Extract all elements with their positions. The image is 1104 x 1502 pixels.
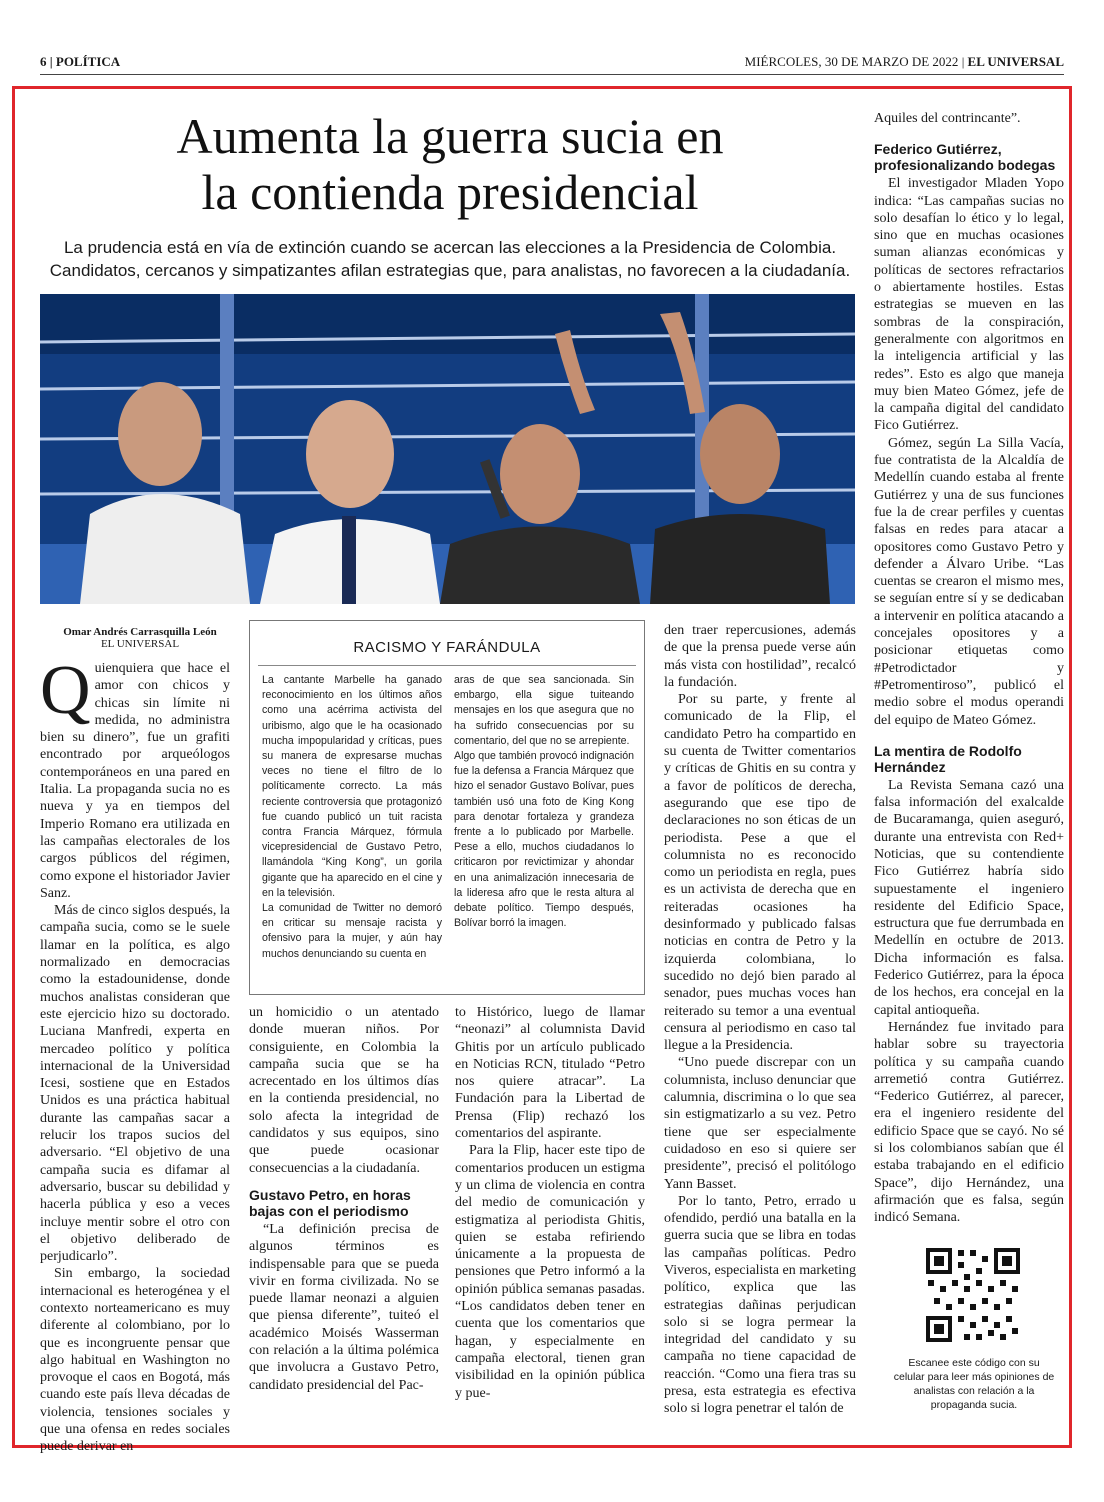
paragraph-text: uienquiera que hace el amor con chicos y chicas sin límite ni medida, no administra bien su dinero”, fue un grafiti encontrado por arqueólogos contemporáneos en una pared en Italia. La propaganda sucia no es nueva y ya en tiempos del Imperio Romano era utilizada en las campañas electorales de los cargos públicos del régimen, como expone el historiador Javier Sanz. xyxy=(40,661,230,901)
subheading: La mentira de Rodolfo Hernández xyxy=(874,742,1022,775)
article-paragraph xyxy=(40,652,230,902)
candidates-photo-illustration xyxy=(40,294,855,604)
page-header xyxy=(40,52,1064,75)
issue-date: MIÉRCOLES, 30 DE MARZO DE 2022 xyxy=(744,54,959,69)
section-name: POLÍTICA xyxy=(55,54,121,69)
column-3 xyxy=(455,1004,645,1402)
deck-line-1: La prudencia está en vía de extinción cuando se acercan las elecciones a la Presidencia de Colombia. xyxy=(63,238,837,257)
column-5 xyxy=(874,110,1064,1227)
deck xyxy=(40,236,860,282)
headline xyxy=(40,108,860,220)
article-paragraph: Por lo tanto, Petro, errado u ofendido, perdió una batalla en la guerra sucia que se libra en todas las campañas políticas. Pedro Viveros, especialista en marketing político, explica que las estrategias dañinas perjudican solo si se logra permear la integridad del candidato y su campaña no tiene capacidad de reacción. “Como una fiera tras su presa, esta estrategia es efectiva solo si logra penetrar el talón de xyxy=(664,1193,856,1417)
article-paragraph: Más de cinco siglos después, la campaña sucia, como se le suele llamar en la política, es algo normalizado en democracias como la estadounidense, donde muchos analistas consideran que este ejercicio hizo su doctorado. Luciana Manfredi, experta en mercadeo político y política internacional de la Universidad Icesi, sostiene que en Estados Unidos es una práctica habitual durante las campañas sacar a relucir los trapos sucios del adversario. “El objetivo de una campaña sucia es difamar al adversario, buscar su debilidad y hacerla pública y eso a veces incluye mentir sobre el otro con el objetivo deliberado de perjudicarlo”. xyxy=(40,903,230,1265)
qr-code-icon xyxy=(924,1246,1022,1344)
drop-cap: Q xyxy=(40,652,91,729)
subheading: Gustavo Petro, en horas bajas con el periodismo xyxy=(249,1186,411,1219)
qr-caption: Escanee este código con su celular para leer más opiniones de analistas con relación a la propaganda sucia. xyxy=(893,1357,1055,1411)
article-paragraph: Gómez, según La Silla Vacía, fue contratista de la Alcaldía de Medellín cuando estaba al frente Gutiérrez y una de sus funciones fue la de crear perfiles y cuentas falsas en redes para atacar a opositores como Gustavo Petro y defender a Álvaro Uribe. “Las cuentas se crearon el mismo mes, se seguían entre sí y se dedicaban a intervenir en política atacando a concejales opositores y a posicionar etiquetas como #Petrodictador y #Petromentiroso”, publicó el medio sobre el modus operandi del equipo de Mateo Gómez. xyxy=(874,435,1064,728)
column-2 xyxy=(249,1004,439,1394)
sidebar-column-right xyxy=(454,673,634,931)
article-paragraph: to Histórico, luego de llamar “neonazi” al columnista David Ghitis por un artículo publicado en Noticias RCN, titulado “Petro nos quiere atracar”. La Fundación para la Libertad de Prensa (Flip) rechazó los comentarios del aspirante. xyxy=(455,1005,645,1142)
deck-line-2: Candidatos, cercanos y simpatizantes afilan estrategias que, para analistas, no favorecen a la ciudadanía. xyxy=(49,261,851,280)
sidebar-paragraph: La cantante Marbelle ha ganado reconocimiento en los últimos años como una acérrima activista del uribismo, algo que le ha ocasionado mucha impopularidad y críticas, pues su manera de expresarse muchas veces no tiene el filtro de lo políticamente correcto. La más reciente controversia que protagonizó fue cuando publicó un tuit racista contra Francia Márquez, fórmula vicepresidencial de Gustavo Petro, llamándola “King Kong”, un gorila gigante que ha aparecido en el cine y en la televisión. xyxy=(262,674,442,899)
column-1 xyxy=(40,652,230,1456)
article-paragraph: un homicidio o un atentado donde mueran niños. Por consiguiente, en Colombia la campaña sucia que se ha acrecentado en los últimos días en la contienda presidencial, no solo afecta la integridad de candidatos y sus equipos, sino que puede ocasionar consecuencias a la ciudadanía. xyxy=(249,1005,439,1176)
article-paragraph: Para la Flip, hacer este tipo de comentarios producen un estigma y un clima de violencia en contra del medio de comunicación y estigmatiza al periodista Ghitis, quien se estaba refiriendo únicamente a la propuesta de pensiones que Petro informó a la opinión pública semanas pasadas. “Los candidatos deben tener en cuenta que los comentarios que hagan, y especialmente en campaña electoral, tienen gran visibilidad en la opinión pública y pue- xyxy=(455,1143,645,1401)
publication-name: EL UNIVERSAL xyxy=(967,54,1064,69)
page-number: 6 xyxy=(40,54,47,69)
headline-line-2: la contienda presidencial xyxy=(201,164,699,220)
sidebar-rule xyxy=(258,665,636,666)
sidebar-title: RACISMO Y FARÁNDULA xyxy=(353,639,541,656)
sidebar-column-left xyxy=(262,673,442,962)
column-4 xyxy=(664,622,856,1418)
byline-name: Omar Andrés Carrasquilla León xyxy=(63,626,217,638)
sidebar-paragraph: La comunidad de Twitter no demoró en criticar su mensaje racista y ofensivo para la mujer, y aún hay muchos denunciando su cuenta en xyxy=(262,902,442,960)
article-paragraph: “Uno puede discrepar con un columnista, incluso denunciar que calumnia, discrimina o lo que sea sin estigmatizarlo a su vez. Petro tiene que ser especialmente cuidadoso en eso si quiere ser presidente”, precisó el politólogo Yann Basset. xyxy=(664,1055,856,1192)
article-paragraph: Sin embargo, la sociedad internacional es heterogénea y el contexto norteamericano es muy diferente al colombiano, por lo que es incongruente pensar que algo habitual en Washington no provoque el caos en Bogotá, más cuando este país lleva décadas de violencia, tensiones sociales y que una ofensa en redes sociales puede derivar en xyxy=(40,1266,230,1455)
sidebar-paragraph: aras de que sea sancionada. Sin embargo, ella sigue tuiteando mensajes en los que asegura que no ha sufrido consecuencias por su comentario, del que no se arrepiente. xyxy=(454,674,634,747)
article-paragraph: Aquiles del contrincante”. xyxy=(874,111,1021,126)
qr-code[interactable] xyxy=(924,1246,1022,1344)
article-paragraph: “La definición precisa de algunos términos es indispensable para que se pueda vivir en forma civilizada. No se puede llamar neonazi a alguien que piensa diferente”, tuiteó el académico Moisés Wasserman con relación a la última polémica que involucra a Gustavo Petro, candidato presidencial del Pac- xyxy=(249,1221,439,1393)
subheading: Federico Gutiérrez, profesionalizando bodegas xyxy=(874,141,1056,174)
article-paragraph: El investigador Mladen Yopo indica: “Las campañas sucias no solo desafían lo ético y lo legal, sino que en muchas ocasiones suman alianzas económicas y políticas de sectores refractarios o abiertamente hostiles. Estas estrategias se mueven en las sombras de la conspiración, generalmente con algoritmos en la inteligencia artificial y las redes”. Esto es algo que maneja muy bien Mateo Gómez, jefe de la campaña digital del candidato Fico Gutiérrez. xyxy=(874,176,1064,434)
sidebar-paragraph: Algo que también provocó indignación fue la defensa a Francia Márquez que hizo el senador Gustavo Bolívar, pues también usó una foto de King Kong para denotar fortaleza y grandeza frente a lo publicado por Marbelle. Pese a ello, muchos ciudadanos lo criticaron por revictimizar y ahondar en una animalización innecesaria de la lideresa afro que le resta altura al debate político. Tiempo después, Bolívar borró la imagen. xyxy=(454,750,634,930)
sidebar-box xyxy=(249,620,645,995)
headline-line-1: Aumenta la guerra sucia en xyxy=(176,108,724,164)
page-section-label: 6 | POLÍTICA xyxy=(40,54,121,69)
candidates-photo xyxy=(40,294,855,604)
byline xyxy=(40,626,240,650)
byline-outlet: EL UNIVERSAL xyxy=(100,638,180,650)
article-paragraph: La Revista Semana cazó una falsa información del exalcalde de Bucaramanga, quien aseguró, durante una entrevista con Red+ Noticias, que su contendiente Fico Gutiérrez habría sido supuestamente el ingeniero residente del Edificio Space, estructura que fue derrumbada en Medellín en octubre de 2013. Dicha información es falsa. Federico Gutiérrez, para la época de los hechos, era concejal en la capital antioqueña. xyxy=(874,777,1064,1018)
article-paragraph: Hernández fue invitado para hablar sobre su trayectoria política y su campaña cuando arremetió contra Gutiérrez. “Federico Gutiérrez, al parecer, era el ingeniero residente del edificio Space que se cayó. No sé si los colombianos sabían que él estaba trabajando en el edificio Space”, dijo Hernández, una afirmación que es falsa, según indicó Semana. xyxy=(874,1019,1064,1226)
article-paragraph: Por su parte, y frente al comunicado de la Flip, el candidato Petro ha compartido en su cuenta de Twitter comentarios y críticas de Ghitis en su contra y a favor de políticos de derecha, asegurando que ese tipo de declaraciones no son éticas de un periodista. Pese a que el columnista no es reconocido como un periodista en regla, pues es un activista de derecha que en reiteradas ocasiones ha desinformado y publicado falsas noticias en contra de Petro y la izquierda colombiana, lo sucedido no dejó bien parado al senador, pues muchas voces han reiterado su temor a una eventual censura al periodismo en caso tal llegue a la Presidencia. xyxy=(664,692,856,1054)
page-dateline: MIÉRCOLES, 30 DE MARZO DE 2022 | EL UNIVERSAL xyxy=(744,54,1064,69)
article-paragraph: den traer repercusiones, además de que la prensa puede verse aún más vista con hostilidad”, recalcó la fundación. xyxy=(664,623,856,690)
